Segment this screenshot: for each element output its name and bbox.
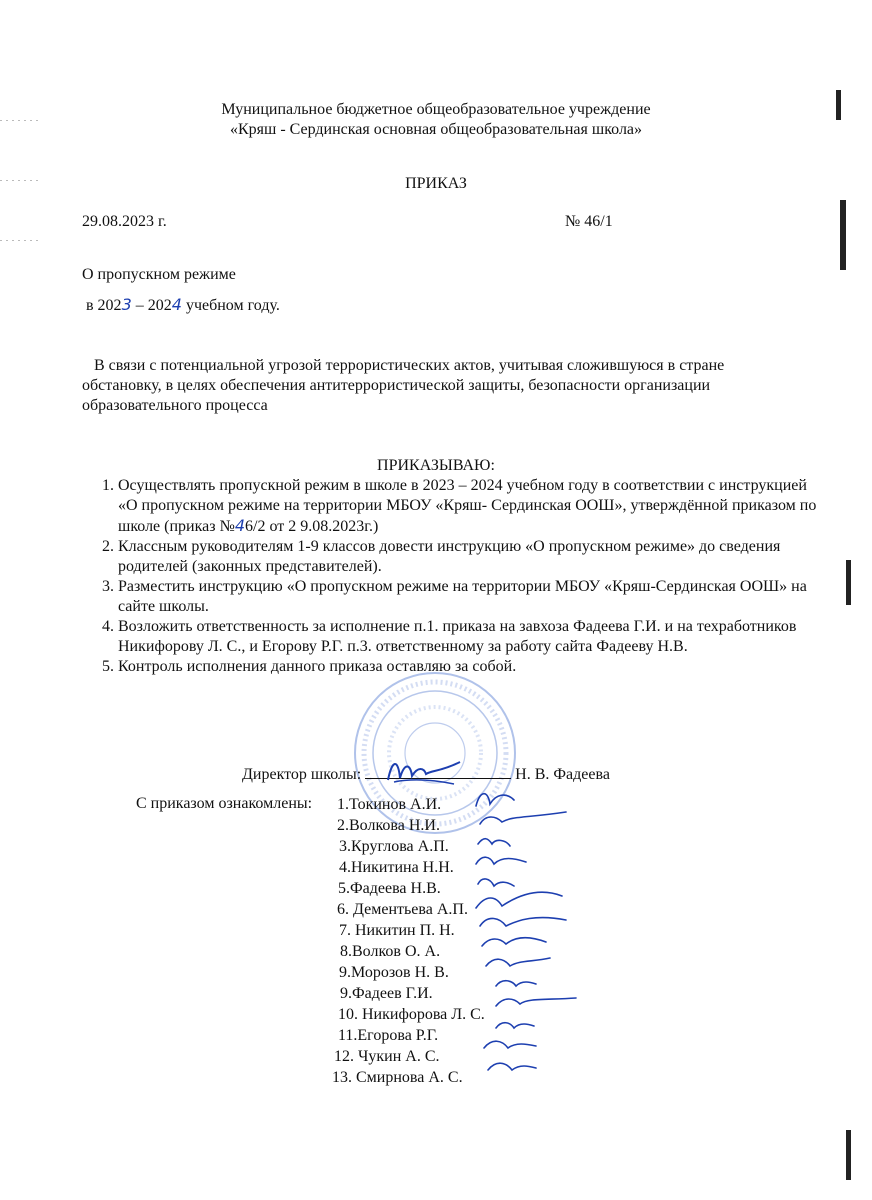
director-name: Н. В. Фадеева [515,766,610,783]
order-item [118,537,818,577]
director-signature [384,754,464,788]
signature-mark [478,839,510,846]
scan-edge-mark [840,200,846,270]
handwritten-correction: 4 [171,295,182,314]
signature-mark [476,857,526,864]
acknowledged-name: 12. Чукин А. С. [334,1048,440,1065]
order-item-text: 6/2 от 2 9.08.2023г.) [245,518,379,535]
document-date: 29.08.2023 г. [82,213,167,230]
acknowledged-name: 13. Смирнова А. С. [332,1069,463,1086]
scan-edge-mark [0,240,40,241]
order-item-text: Разместить инструкцию «О пропускном режиме на территории МБОУ «Кряш-Сердинская ООШ» на сайте школы. [118,578,807,615]
subject-line1: О пропускном режиме [82,266,236,283]
preamble-paragraph: В связи с потенциальной угрозой террористических актов, учитывая сложившуюся в стране обстановку, в целях обеспечения антитеррористической защиты, безопасности организации образовательного процесса [82,357,725,414]
order-item-text: Контроль исполнения данного приказа оставляю за собой. [118,658,517,675]
order-item [118,617,818,657]
order-item-text: Осуществлять пропускной режим в школе в 2023 – 2024 учебном году в соответствии с инструкцией «О пропускном режиме на территории МБОУ «Кряш- Сердинская ООШ», утверждённой приказом по школе (приказ № [118,477,817,535]
signature-mark [480,812,566,824]
acknowledged-name: 7. Никитин П. Н. [339,922,455,939]
acknowledged-name: 8.Волков О. А. [340,943,441,960]
subject-text: – 202 [131,297,172,314]
acknowledged-name: 6. Дементьева А.П. [337,901,468,918]
acknowledged-name: 2.Волкова Н.И. [337,817,440,834]
order-item-text: Классным руководителям 1-9 классов довести инструкцию «О пропускном режиме» до сведения родителей (законных представителей). [118,538,781,575]
order-item [118,577,818,617]
acknowledged-name: 4.Никитина Н.Н. [339,859,454,876]
signature-mark [482,938,546,946]
acknowledged-name: 11.Егорова Р.Г. [338,1027,439,1044]
acknowledged-label: С приказом ознакомлены: [136,795,313,812]
scan-edge-mark [846,1130,851,1180]
document-type: ПРИКАЗ [405,175,467,192]
signature-mark [476,892,562,908]
subject-text: в 202 [82,297,122,314]
order-item-text: Возложить ответственность за исполнение п.1. приказа на завхоза Фадеева Г.И. и на техработников Никифорову Л. С., и Егорову Р.Г. п.3. ответственному за работу сайта Фадееву Н.В. [118,618,797,655]
signature-mark [496,1023,534,1028]
document-number: № 46/1 [565,213,613,230]
acknowledged-name: 1.Токинов А.И. [337,796,442,813]
acknowledged-name: 10. Никифорова Л. С. [338,1006,485,1023]
signature-mark [486,958,550,966]
order-item [118,476,818,537]
signature-mark [478,879,514,886]
acknowledged-name: 9.Морозов Н. В. [339,964,449,981]
director-title: Директор школы: [242,766,362,783]
signature-mark [496,998,576,1006]
org-name-line1: Муниципальное бюджетное общеобразовательное учреждение [221,101,651,118]
order-word: ПРИКАЗЫВАЮ: [377,457,495,474]
org-name-line2: «Кряш - Сердинская основная общеобразовательная школа» [229,121,643,138]
handwritten-correction: 3 [121,295,132,314]
signature-mark [496,981,536,986]
acknowledged-name: 5.Фадеева Н.В. [338,880,441,897]
acknowledged-name: 9.Фадеев Г.И. [340,985,433,1002]
acknowledged-name: 3.Круглова А.П. [339,838,449,855]
acknowledgement-signatures [466,786,586,1096]
subject-line2 [82,295,280,316]
signature-mark [480,918,566,926]
scan-edge-mark [846,560,851,605]
signature-mark [484,1041,536,1048]
signature-mark [476,794,514,806]
signature-mark [488,1063,536,1070]
handwritten-correction: 4 [234,516,246,535]
subject-text: учебном году. [181,297,280,314]
order-items-list [82,476,818,677]
